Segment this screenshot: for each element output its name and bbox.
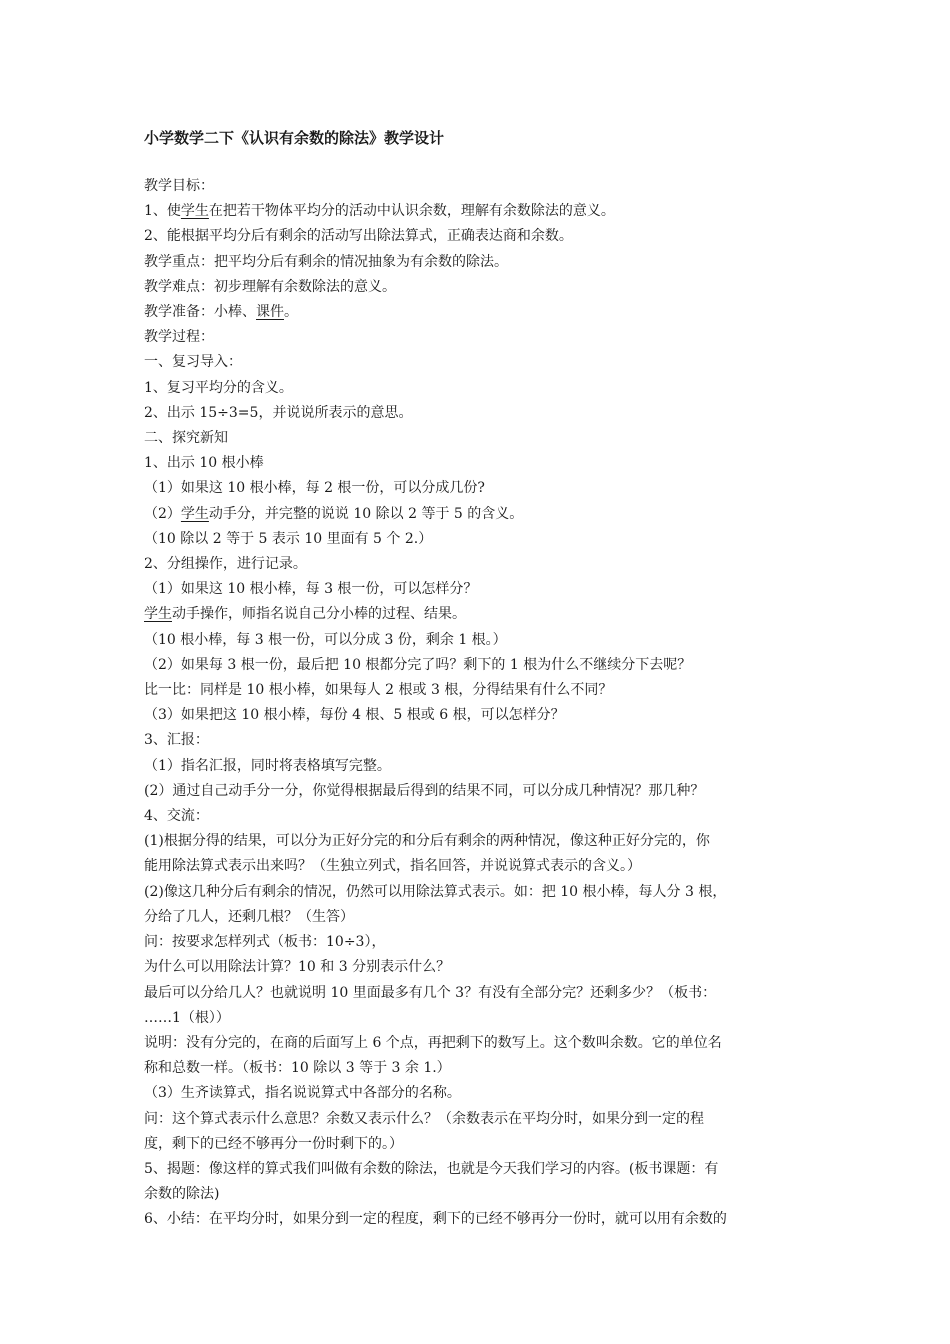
text-segment: 在把若干物体平均分的活动中认识余数，理解有余数除法的意义。 [208, 203, 615, 220]
text-segment: （2） [144, 505, 181, 522]
text-segment: 能用除法算式表示出来吗？（生独立列式，指名回答，并说说算式表示的含义。） [144, 858, 641, 875]
text-segment: 4、交流： [144, 808, 209, 825]
text-line [144, 577, 812, 602]
text-line [144, 502, 812, 527]
text-segment: ……1（根）） [144, 1009, 230, 1026]
text-line [144, 451, 812, 476]
text-segment: 问：这个算式表示什么意思？余数又表示什么？（余数表示在平均分时，如果分到一定的程 [144, 1110, 704, 1127]
underlined-term: 课件 [256, 304, 284, 321]
text-segment: 教学难点：初步理解有余数除法的意义。 [144, 278, 396, 295]
text-line [144, 602, 812, 627]
text-line [144, 754, 812, 779]
text-segment: 。 [284, 304, 298, 321]
text-line [144, 250, 812, 275]
text-segment: 2、分组操作，进行记录。 [144, 556, 307, 573]
text-segment: （1）如果这 10 根小棒，每 2 根一份，可以分成几份? [144, 480, 485, 497]
text-segment: 教学过程： [144, 329, 214, 346]
text-segment: （10 除以 2 等于 5 表示 10 里面有 5 个 2.） [144, 530, 433, 547]
text-segment: 称和总数一样。（板书：10 除以 3 等于 3 余 1.） [144, 1060, 451, 1077]
text-line [144, 955, 812, 980]
text-segment: （2）如果每 3 根一份，最后把 10 根都分完了吗？剩下的 1 根为什么不继续分下去呢？ [144, 656, 692, 673]
text-segment: 问：按要求怎样列式（板书：10÷3）， [144, 934, 386, 951]
text-line [144, 880, 812, 905]
text-line [144, 476, 812, 501]
text-segment: 度，剩下的已经不够再分一份时剩下的。） [144, 1135, 403, 1152]
text-line [144, 678, 812, 703]
text-segment: 教学重点：把平均分后有剩余的情况抽象为有余数的除法。 [144, 253, 508, 270]
text-segment: 1、使 [144, 203, 181, 220]
text-line [144, 930, 812, 955]
text-segment: 2、出示 15÷3=5，并说说所表示的意思。 [144, 404, 413, 421]
text-line [144, 703, 812, 728]
text-line [144, 628, 812, 653]
document-title: 小学数学二下《认识有余数的除法》教学设计 [144, 129, 445, 147]
text-line [144, 224, 812, 249]
text-segment: 教学准备：小棒、 [144, 304, 256, 321]
text-segment: 6、小结：在平均分时，如果分到一定的程度，剩下的已经不够再分一份时，就可以用有余数的 [144, 1211, 727, 1228]
text-line [144, 174, 812, 199]
text-line [144, 905, 812, 930]
text-line [144, 1207, 812, 1232]
text-line [144, 552, 812, 577]
text-line [144, 1132, 812, 1157]
text-line [144, 779, 812, 804]
text-line [144, 376, 812, 401]
underlined-term: 学生 [180, 203, 209, 220]
text-line [144, 300, 812, 325]
text-line [144, 653, 812, 678]
text-segment: 分给了几人，还剩几根？（生答） [144, 908, 354, 925]
text-segment: （3）生齐读算式，指名说说算式中各部分的名称。 [144, 1085, 461, 1102]
text-line [144, 199, 812, 224]
text-line [144, 527, 812, 552]
text-segment: (2)像这几种分后有剩余的情况，仍然可以用除法算式表示。如：把 10 根小棒，每人分 3 根， [144, 883, 727, 900]
text-segment: 说明：没有分完的，在商的后面写上 6 个点，再把剩下的数写上。这个数叫余数。它的单位名 [144, 1034, 722, 1051]
text-line [144, 1081, 812, 1106]
text-line [144, 401, 812, 426]
text-line [144, 1056, 812, 1081]
text-segment: 教学目标： [144, 178, 214, 194]
text-segment: （1）指名汇报，同时将表格填写完整。 [144, 757, 391, 774]
text-line [144, 1182, 812, 1207]
text-line [144, 728, 812, 753]
text-line [144, 426, 812, 451]
text-line [144, 275, 812, 300]
text-segment: 为什么可以用除法计算？10 和 3 分别表示什么？ [144, 959, 451, 976]
text-segment: 5、揭题：像这样的算式我们叫做有余数的除法，也就是今天我们学习的内容。(板书课题：有 [144, 1160, 719, 1177]
text-line [144, 350, 812, 375]
text-segment: （1）如果这 10 根小棒，每 3 根一份，可以怎样分？ [144, 581, 478, 598]
text-line [144, 1031, 812, 1056]
text-line [144, 981, 812, 1006]
underlined-term: 学生 [180, 505, 209, 522]
text-segment: (2）通过自己动手分一分，你觉得根据最后得到的结果不同，可以分成几种情况？那几种？ [144, 782, 705, 799]
text-line [144, 854, 812, 879]
text-line [144, 829, 812, 854]
text-segment: 1、出示 10 根小棒 [144, 455, 264, 472]
text-segment: 1、复习平均分的含义。 [144, 379, 293, 396]
text-line [144, 804, 812, 829]
text-line [144, 1107, 812, 1132]
underlined-term: 学生 [144, 606, 172, 623]
text-segment: 动手操作，师指名说自己分小棒的过程、结果。 [172, 606, 466, 623]
text-line [144, 1006, 812, 1031]
text-segment: 二、探究新知 [144, 430, 228, 447]
text-segment: 比一比：同样是 10 根小棒，如果每人 2 根或 3 根，分得结果有什么不同？ [144, 682, 613, 699]
document-page [144, 128, 812, 1233]
text-segment: 2、能根据平均分后有剩余的活动写出除法算式，正确表达商和余数。 [144, 228, 573, 245]
text-segment: 余数的除法) [144, 1186, 220, 1203]
text-segment: （3）如果把这 10 根小棒，每份 4 根、5 根或 6 根，可以怎样分？ [144, 707, 565, 724]
text-line [144, 1157, 812, 1182]
text-segment: 动手分，并完整的说说 10 除以 2 等于 5 的含义。 [208, 505, 524, 522]
document-body [144, 174, 812, 1233]
text-segment: 一、复习导入： [144, 354, 242, 371]
text-segment: （10 根小棒，每 3 根一份，可以分成 3 份，剩余 1 根。） [144, 631, 507, 648]
text-segment: 最后可以分给几人？也就说明 10 里面最多有几个 3？有没有全部分完？还剩多少？（板书： [144, 984, 717, 1001]
text-segment: 3、汇报： [144, 732, 209, 749]
text-line [144, 325, 812, 350]
text-segment: (1)根据分得的结果，可以分为正好分完的和分后有剩余的两种情况，像这种正好分完的，你 [144, 833, 710, 850]
